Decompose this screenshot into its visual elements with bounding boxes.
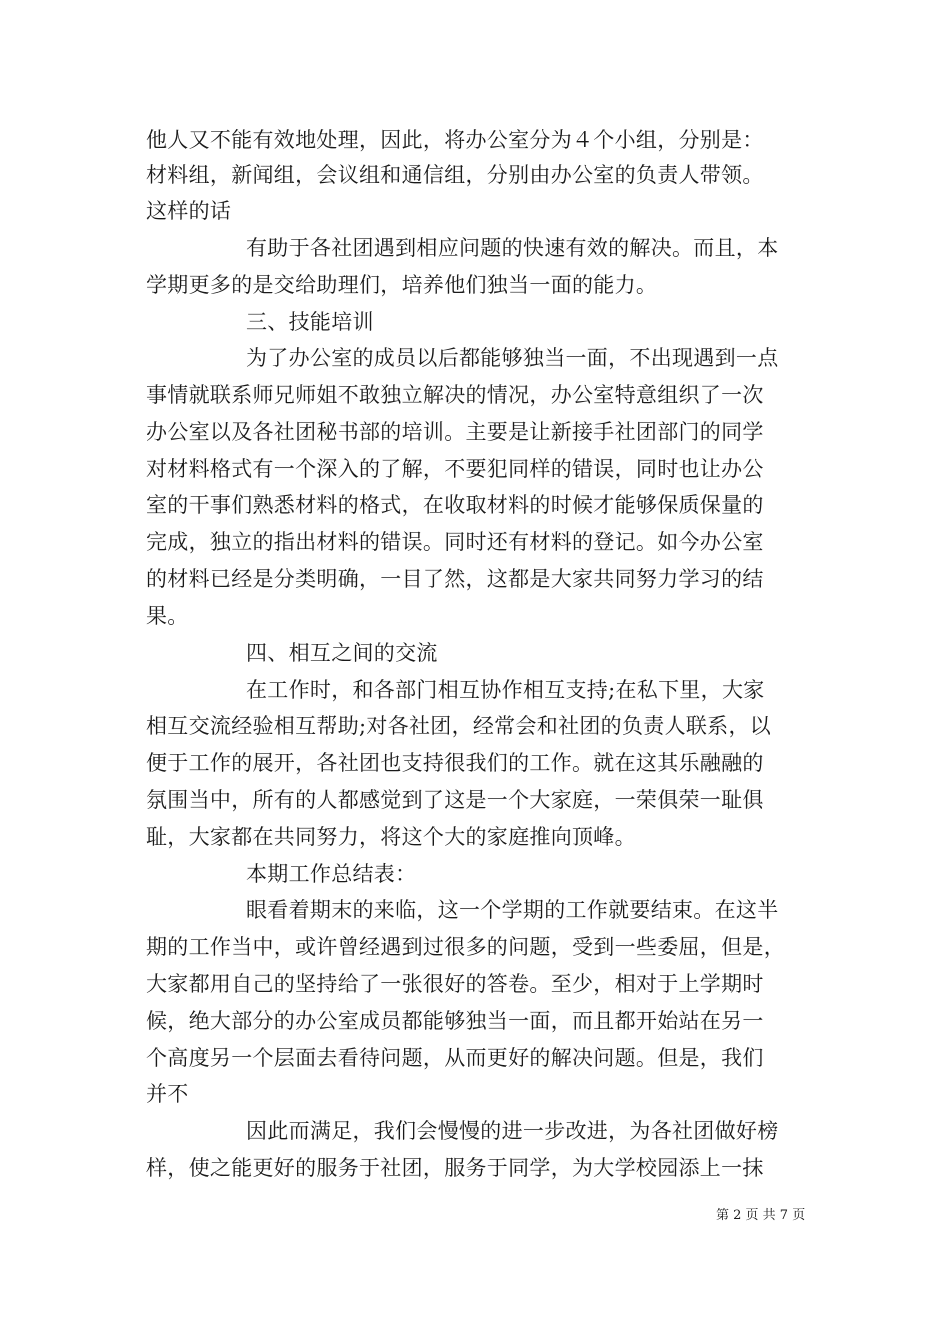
- text-line: 眼看着期末的来临，这一个学期的工作就要结束。在这半: [246, 898, 779, 922]
- section-heading: 三、技能培训: [246, 310, 374, 334]
- text-line: 并不: [146, 1082, 189, 1106]
- text-line: 期的工作当中，或许曾经遇到过很多的问题，受到一些委屈，但是，: [146, 935, 785, 959]
- text-line: 相互交流经验相互帮助;对各社团，经常会和社团的负责人联系，以: [146, 714, 772, 738]
- text-line: 室的干事们熟悉材料的格式，在收取材料的时候才能够保质保量的: [146, 493, 764, 517]
- text-line: 这样的话: [146, 199, 232, 223]
- text-line: 氛围当中，所有的人都感觉到了这是一个大家庭，一荣俱荣一耻俱: [146, 788, 764, 812]
- text-line: 耻，大家都在共同努力，将这个大的家庭推向顶峰。: [146, 825, 636, 849]
- text-line: 有助于各社团遇到相应问题的快速有效的解决。而且，本: [246, 236, 779, 260]
- text-line: 样，使之能更好的服务于社团，服务于同学，为大学校园添上一抹: [146, 1156, 764, 1180]
- text-line: 办公室以及各社团秘书部的培训。主要是让新接手社团部门的同学: [146, 420, 764, 444]
- text-line: 个高度另一个层面去看待问题，从而更好的解决问题。但是，我们: [146, 1046, 764, 1070]
- text-line: 便于工作的展开，各社团也支持很我们的工作。就在这其乐融融的: [146, 751, 764, 775]
- section-heading: 本期工作总结表：: [246, 862, 417, 886]
- text-line: 候，绝大部分的办公室成员都能够独当一面，而且都开始站在另一: [146, 1009, 764, 1033]
- text-line: 事情就联系师兄师姐不敢独立解决的情况，办公室特意组织了一次: [146, 383, 764, 407]
- text-line: 完成，独立的指出材料的错误。同时还有材料的登记。如今办公室: [146, 530, 764, 554]
- text-line: 的材料已经是分类明确，一目了然，这都是大家共同努力学习的结: [146, 567, 764, 591]
- page-number: 第 2 页 共 7 页: [716, 1208, 806, 1223]
- text-line: 对材料格式有一个深入的了解，不要犯同样的错误，同时也让办公: [146, 457, 764, 481]
- text-line: 材料组，新闻组，会议组和通信组，分别由办公室的负责人带领。: [146, 163, 764, 187]
- text-line: 因此而满足，我们会慢慢的进一步改进，为各社团做好榜: [246, 1119, 779, 1143]
- text-line: 果。: [146, 604, 189, 628]
- section-heading: 四、相互之间的交流: [246, 641, 438, 665]
- text-line: 学期更多的是交给助理们，培养他们独当一面的能力。: [146, 273, 658, 297]
- text-line: 为了办公室的成员以后都能够独当一面，不出现遇到一点: [246, 346, 779, 370]
- text-line: 在工作时，和各部门相互协作相互支持;在私下里，大家: [246, 678, 765, 702]
- text-line: 他人又不能有效地处理，因此，将办公室分为４个小组，分别是：: [146, 128, 764, 152]
- text-line: 大家都用自己的坚持给了一张很好的答卷。至少，相对于上学期时: [146, 972, 764, 996]
